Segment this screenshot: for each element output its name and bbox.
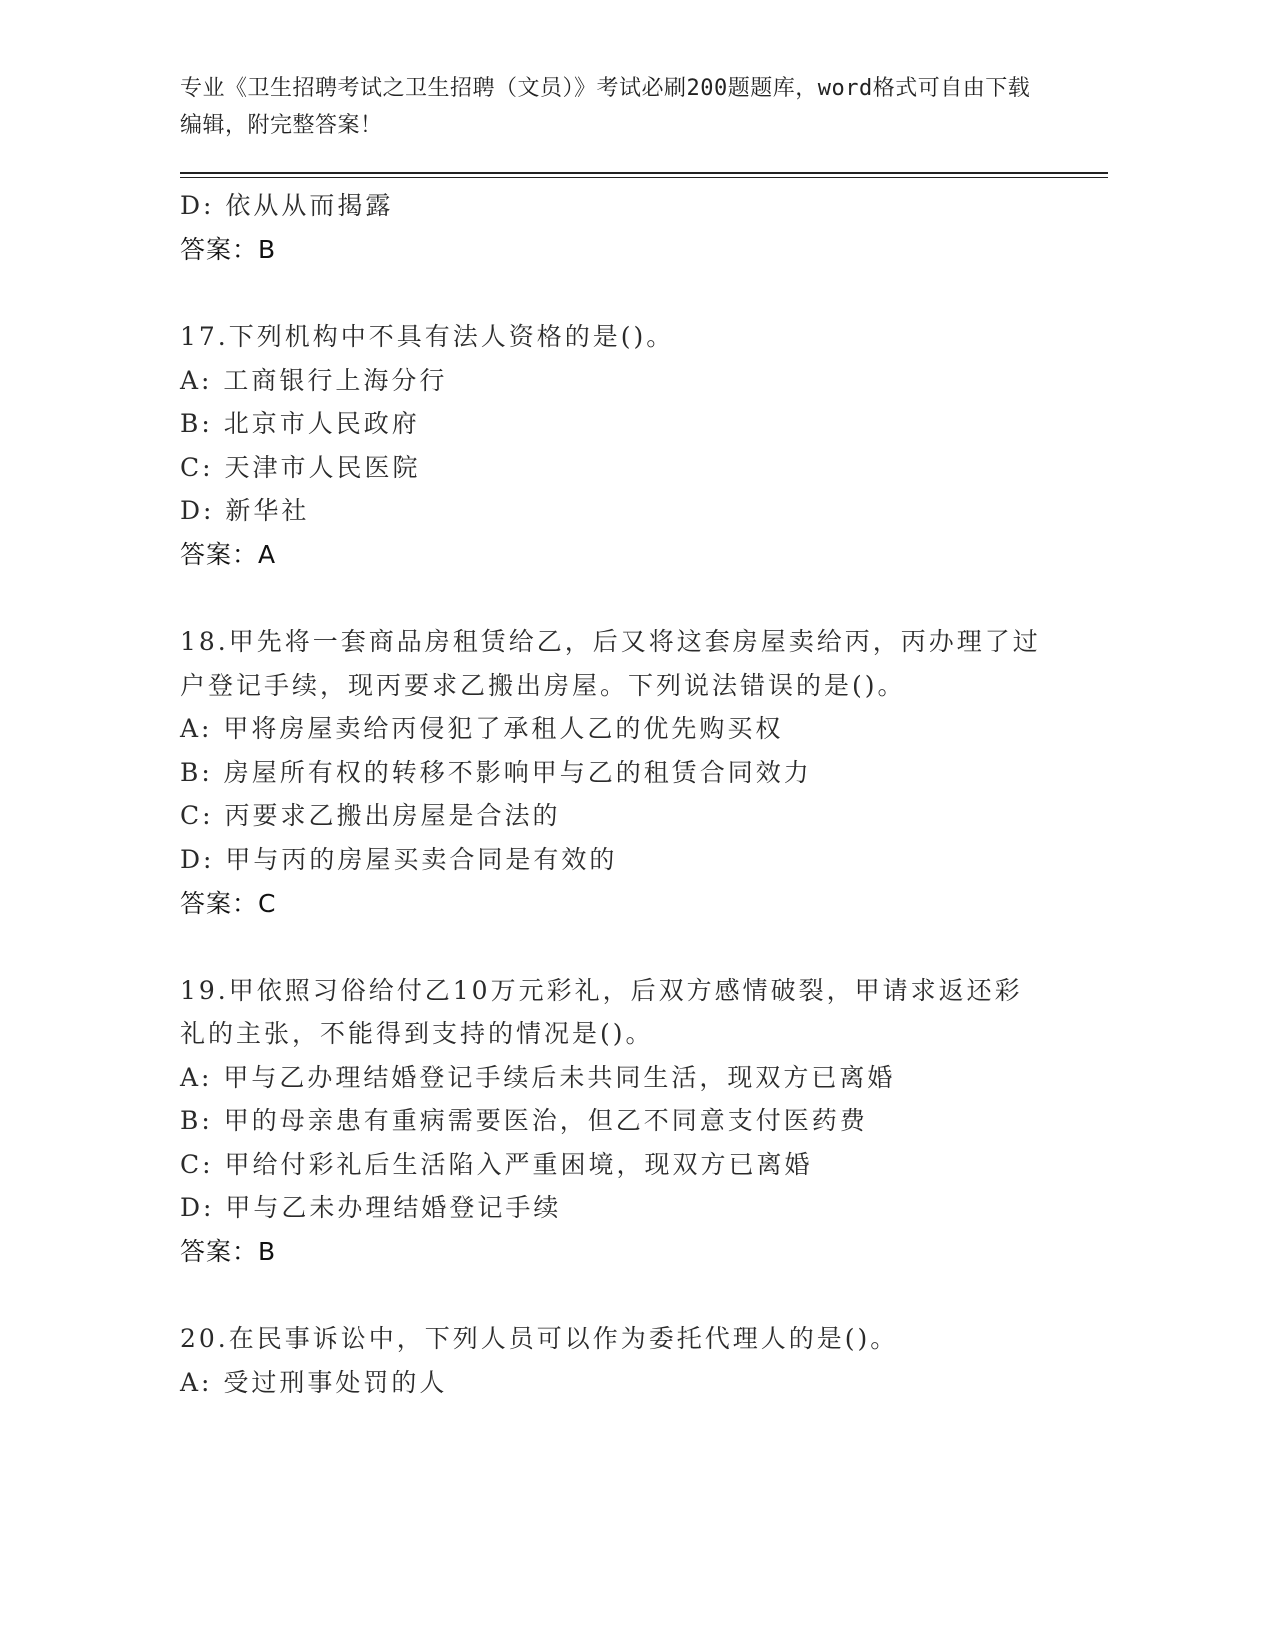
- q18-option-d: D: 甲与丙的房屋买卖合同是有效的: [180, 845, 618, 874]
- q18-option-c: C: 丙要求乙搬出房屋是合法的: [180, 801, 561, 830]
- q17-option-a: A: 工商银行上海分行: [180, 366, 448, 395]
- q18-stem-line1: 18.甲先将一套商品房租赁给乙，后又将这套房屋卖给丙，丙办理了过: [180, 627, 1041, 656]
- document-header: 专业《卫生招聘考试之卫生招聘（文员）》考试必刷200题题库，word格式可自由下载编辑，附完整答案！: [180, 76, 1031, 138]
- q18-option-b: B: 房屋所有权的转移不影响甲与乙的租赁合同效力: [180, 758, 812, 787]
- q20-option-a: A: 受过刑事处罚的人: [180, 1368, 448, 1397]
- q20-stem: 20.在民事诉讼中，下列人员可以作为委托代理人的是()。: [180, 1324, 899, 1353]
- q17-option-c: C: 天津市人民医院: [180, 453, 421, 482]
- prev-option-d: D: 依从从而揭露: [180, 191, 394, 220]
- q18-stem-line2: 户登记手续，现丙要求乙搬出房屋。下列说法错误的是()。: [180, 671, 906, 700]
- document-page: [180, 0, 1110, 1650]
- q17-stem: 17.下列机构中不具有法人资格的是()。: [180, 322, 675, 351]
- q19-option-a: A: 甲与乙办理结婚登记手续后未共同生活，现双方已离婚: [180, 1063, 896, 1092]
- q19-answer: 答案：B: [180, 1237, 277, 1266]
- header-divider-thin: [180, 177, 1108, 178]
- q17-answer: 答案：A: [180, 540, 277, 569]
- q19-stem-line1: 19.甲依照习俗给付乙10万元彩礼，后双方感情破裂，甲请求返还彩: [180, 976, 1023, 1005]
- q18-answer: 答案：C: [180, 889, 277, 918]
- q19-option-d: D: 甲与乙未办理结婚登记手续: [180, 1193, 562, 1222]
- header-divider-thick: [180, 172, 1108, 174]
- q19-option-b: B: 甲的母亲患有重病需要医治，但乙不同意支付医药费: [180, 1106, 868, 1135]
- q17-option-d: D: 新华社: [180, 496, 310, 525]
- q17-option-b: B: 北京市人民政府: [180, 409, 420, 438]
- q19-stem-line2: 礼的主张，不能得到支持的情况是()。: [180, 1019, 654, 1048]
- q19-option-c: C: 甲给付彩礼后生活陷入严重困境，现双方已离婚: [180, 1150, 813, 1179]
- prev-answer: 答案：B: [180, 235, 277, 264]
- q18-option-a: A: 甲将房屋卖给丙侵犯了承租人乙的优先购买权: [180, 714, 784, 743]
